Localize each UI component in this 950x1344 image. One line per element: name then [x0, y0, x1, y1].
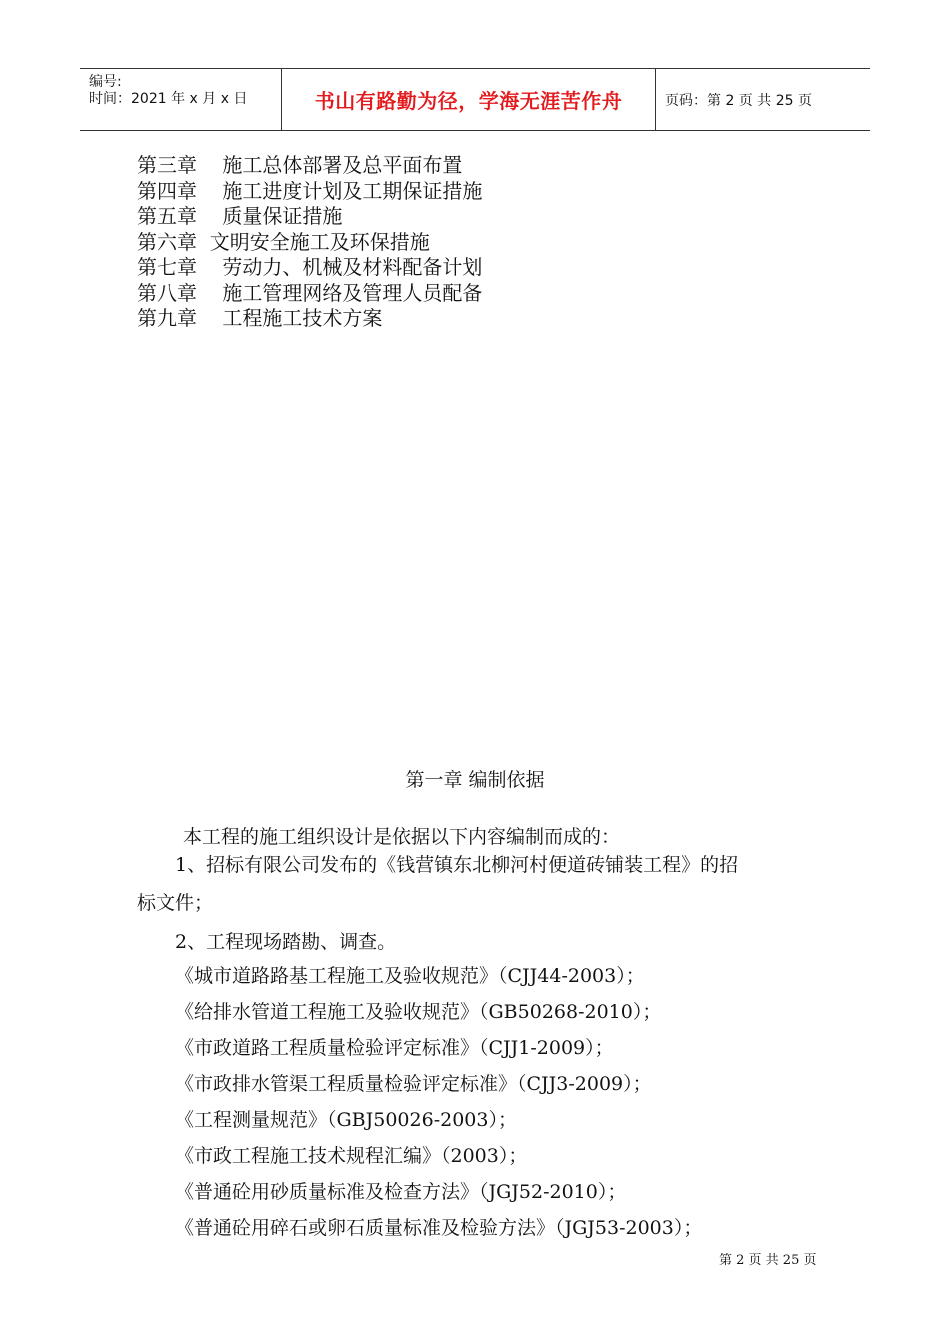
paragraph: 《普通砼用砂质量标准及检查方法》（JGJ52-2010）；: [175, 1181, 627, 1203]
paragraph: 《市政道路工程质量检验评定标准》（CJJ1-2009）；: [175, 1037, 614, 1059]
chapter-title: 第一章 编制依据: [405, 769, 545, 791]
motto: 书山有路勤为径，学海无涯苦作舟: [314, 89, 623, 113]
paragraph: 标文件；: [137, 892, 214, 914]
paragraph: 《城市道路路基工程施工及验收规范》（CJJ44-2003）；: [175, 965, 645, 987]
toc-item: 第六章 文明安全施工及环保措施: [137, 229, 430, 254]
toc-item: 第九章 工程施工技术方案: [137, 306, 383, 330]
paragraph: 《市政排水管渠工程质量检验评定标准》（CJJ3-2009）；: [175, 1073, 652, 1095]
page-header: [80, 68, 870, 131]
toc-item: 第八章 施工管理网络及管理人员配备: [137, 280, 483, 305]
paragraph: 《工程测量规范》（GBJ50026-2003）；: [175, 1109, 517, 1131]
toc-item: 第四章 施工进度计划及工期保证措施: [137, 178, 483, 203]
page-label: 页码：第 2 页 共 25 页: [665, 92, 812, 109]
toc-item: 第五章 质量保证措施: [137, 204, 343, 228]
page-footer: 第 2 页 共 25 页: [719, 1253, 817, 1268]
toc-item: 第三章 施工总体部署及总平面布置: [137, 153, 463, 177]
paragraph: 2、工程现场踏勘、调查。: [175, 931, 397, 953]
code-label: 编号:: [89, 74, 122, 90]
header-page-cell: [656, 69, 870, 130]
paragraph: 《市政工程施工技术规程汇编》（2003）；: [175, 1145, 528, 1167]
header-motto-cell: [282, 69, 656, 130]
paragraph: 《普通砼用碎石或卵石质量标准及检验方法》（JGJ53-2003）；: [175, 1217, 703, 1239]
table-of-contents: [137, 153, 482, 332]
toc-item: 第七章 劳动力、机械及材料配备计划: [137, 255, 483, 279]
paragraph: 《给排水管道工程施工及验收规范》（GB50268-2010）；: [175, 1001, 662, 1023]
paragraph: 1、招标有限公司发布的《钱营镇东北柳河村便道砖铺装工程》的招: [175, 854, 739, 876]
time-label: 时间：2021 年 x 月 x 日: [89, 91, 248, 107]
paragraph: 本工程的施工组织设计是依据以下内容编制而成的：: [183, 826, 621, 848]
header-meta: [80, 69, 282, 130]
